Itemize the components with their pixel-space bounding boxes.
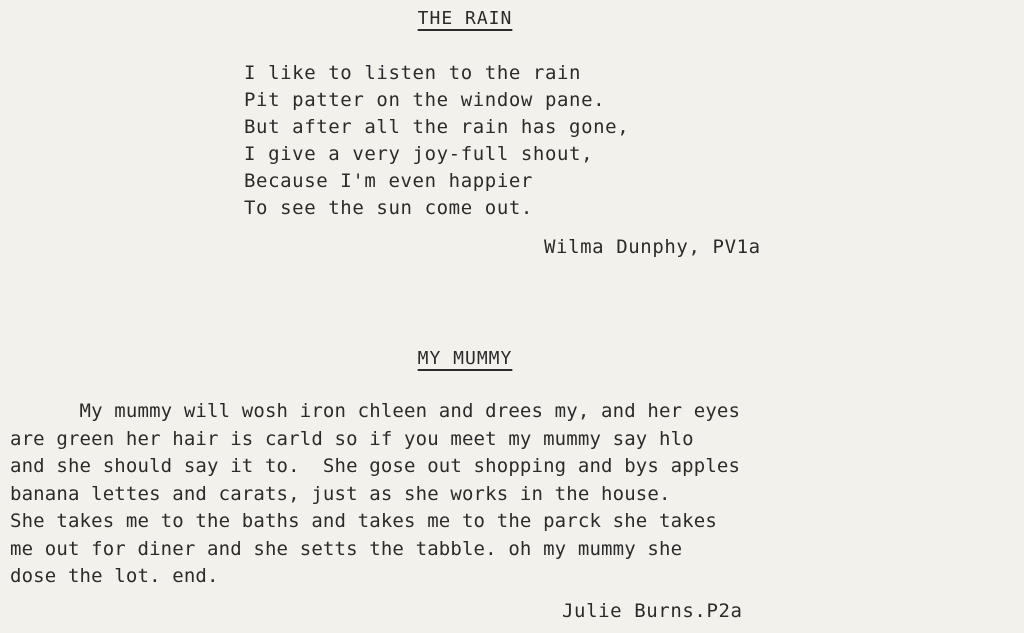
story-title: MY MUMMY	[417, 348, 513, 369]
poem-line: Because I'm even happier	[244, 170, 533, 192]
poem-body	[244, 60, 629, 222]
story-line: dose the lot. end.	[10, 565, 219, 587]
poem-line: But after all the rain has gone,	[244, 116, 630, 138]
poem-line: To see the sun come out.	[244, 197, 533, 219]
story-line: are green her hair is carld so if you meet my mummy say hlo	[10, 427, 694, 450]
story-author: Julie Burns.P2a	[562, 600, 743, 622]
poem-line: I give a very joy-full shout,	[244, 143, 594, 165]
poem-title: THE RAIN	[417, 8, 513, 29]
story-body	[10, 398, 740, 591]
story-line: banana lettes and carats, just as she works in the house.	[10, 482, 671, 505]
story-line: me out for diner and she setts the tabble. oh my mummy she	[10, 537, 683, 560]
poem-line: Pit patter on the window pane.	[244, 89, 606, 111]
story-line: She takes me to the baths and takes me to the parck she takes	[10, 510, 717, 532]
poem-line: I like to listen to the rain	[244, 62, 582, 84]
story-line: and she should say it to. She gose out shopping and bys apples	[10, 455, 741, 477]
poem-author: Wilma Dunphy, PV1a	[544, 236, 761, 258]
story-line: My mummy will wosh iron chleen and drees my, and her eyes	[10, 400, 741, 422]
